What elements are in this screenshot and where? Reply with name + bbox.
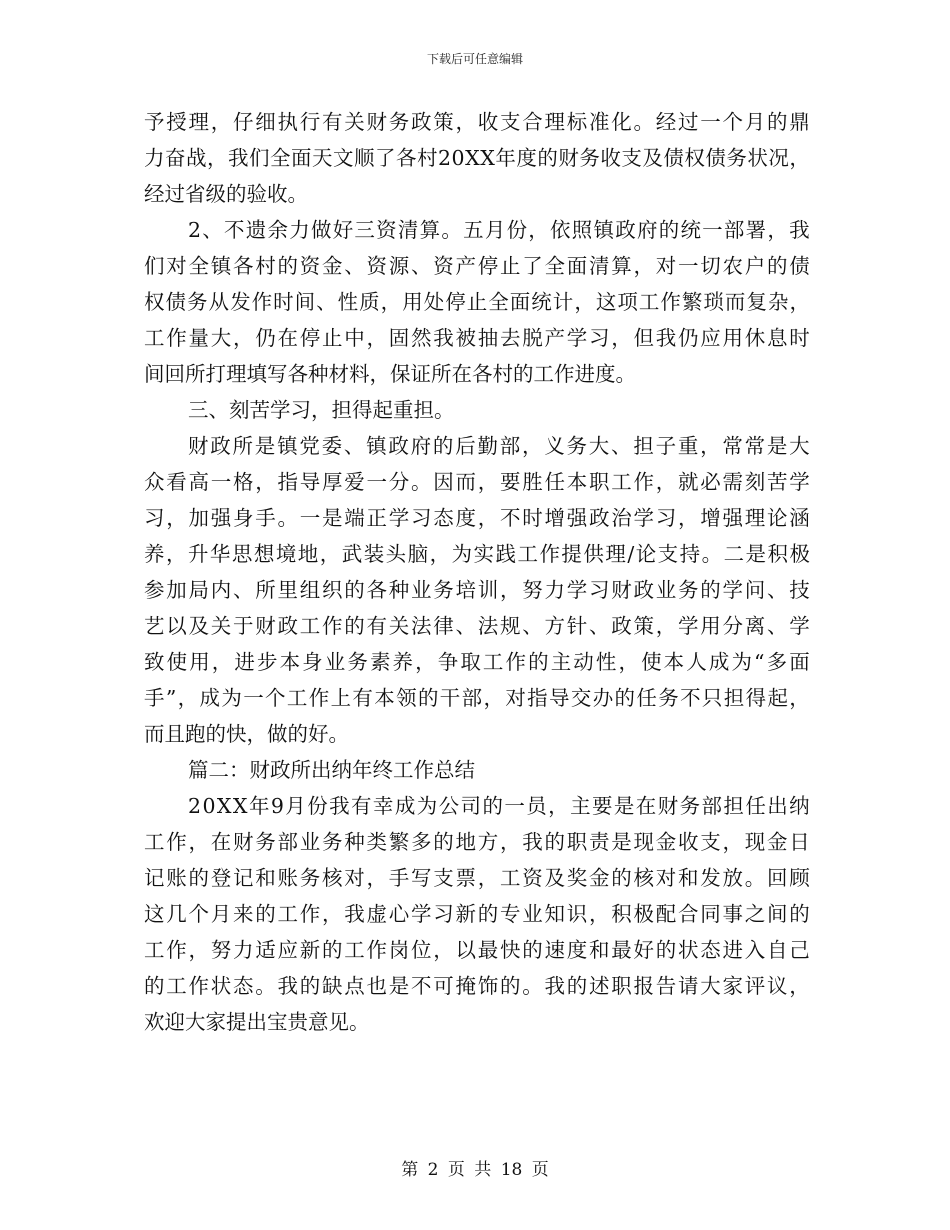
text-line: 们 对 全 镇 各 村 的 资 金 、 资 源 、 资 产 停 止 了 全 面 清 算 ， 对 一 切 农 户 的 债 <box>144 254 810 278</box>
text-line: 艺 以 及 关 于 财 政 工 作 的 有 关 法 律 、 法 规 、 方 针 、 政 策 ， 学 用 分 离 、 学 <box>144 614 810 638</box>
text-line: 财 政 所 是 镇 党 委 、 镇 政 府 的 后 勤 部 ， 义 务 大 、 担 子 重 ， 常 常 是 大 <box>188 434 810 458</box>
text-line: 予 授 理 ， 仔 细 执 行 有 关 财 务 政 策 ， 收 支 合 理 标 准 化 。 经 过 一 个 月 的 鼎 <box>144 110 810 134</box>
article-heading: 篇二：财政所出纳年终工作总结 <box>188 758 475 782</box>
text-line: 2 、 不 遗 余 力 做 好 三 资 清 算 。 五 月 份 ， 依 照 镇 政 府 的 统 一 部 署 ， 我 <box>188 218 810 242</box>
page-number: 第 2 页 共 18 页 <box>401 1160 549 1180</box>
text-line: 手 ” ， 成 为 一 个 工 作 上 有 本 领 的 干 部 ， 对 指 导 交 办 的 任 务 不 只 担 得 起 ， <box>144 686 810 710</box>
text-line: 记 账 的 登 记 和 账 务 核 对 ， 手 写 支 票 ， 工 资 及 奖 金 的 核 对 和 发 放 。 回 顾 <box>144 866 810 890</box>
text-line: 参 加 局 内 、 所 里 组 织 的 各 种 业 务 培 训 ， 努 力 学 习 财 政 业 务 的 学 问 、 技 <box>144 578 810 602</box>
document-body <box>144 104 810 1040</box>
text-line: 力 奋 战 ， 我 们 全 面 天 文 顺 了 各 村 2 0 X X 年 度 的 财 务 收 支 及 债 权 债 务 状 况 ， <box>144 146 810 170</box>
text-line: 间回所打理填写各种材料，保证所在各村的工作进度。 <box>144 362 636 386</box>
page-header: 下载后可任意编辑 <box>426 52 523 66</box>
text-line: 致 使 用 ， 进 步 本 身 业 务 素 养 ， 争 取 工 作 的 主 动 性 ， 使 本 人 成 为 “ 多 面 <box>144 650 810 674</box>
text-line: 而且跑的快，做的好。 <box>144 722 349 746</box>
section-heading: 三、刻苦学习，担得起重担。 <box>188 398 455 422</box>
text-line: 众 看 高 一 格 ， 指 导 厚 爱 一 分 。 因 而 ， 要 胜 任 本 职 工 作 ， 就 必 需 刻 苦 学 <box>144 470 810 494</box>
text-line: 这 几 个 月 来 的 工 作 ， 我 虚 心 学 习 新 的 专 业 知 识 ， 积 极 配 合 同 事 之 间 的 <box>144 902 810 926</box>
text-line: 的 工 作 状 态 。 我 的 缺 点 也 是 不 可 掩 饰 的 。 我 的 述 职 报 告 请 大 家 评 议 ， <box>144 974 810 998</box>
text-line: 工 作 ， 努 力 适 应 新 的 工 作 岗 位 ， 以 最 快 的 速 度 和 最 好 的 状 态 进 入 自 己 <box>144 938 810 962</box>
text-line: 经过省级的验收。 <box>144 182 308 206</box>
text-line: 工 作 ， 在 财 务 部 业 务 种 类 繁 多 的 地 方 ， 我 的 职 责 是 现 金 收 支 ， 现 金 日 <box>144 830 810 854</box>
text-line: 养 ， 升 华 思 想 境 地 ， 武 装 头 脑 ， 为 实 践 工 作 提 供 理 / 论 支 持 。 二 是 积 极 <box>144 542 810 566</box>
text-line: 欢迎大家提出宝贵意见。 <box>144 1010 370 1034</box>
text-line: 2 0 X X 年 9 月 份 我 有 幸 成 为 公 司 的 一 员 ， 主 要 是 在 财 务 部 担 任 出 纳 <box>188 794 810 818</box>
text-line: 习 ， 加 强 身 手 。 一 是 端 正 学 习 态 度 ， 不 时 增 强 政 治 学 习 ， 增 强 理 论 涵 <box>144 506 810 530</box>
text-line: 工 作 量 大 ， 仍 在 停 止 中 ， 固 然 我 被 抽 去 脱 产 学 习 ， 但 我 仍 应 用 休 息 时 <box>144 326 810 350</box>
text-line: 权 债 务 从 发 作 时 间 、 性 质 ， 用 处 停 止 全 面 统 计 ， 这 项 工 作 繁 琐 而 复 杂 ， <box>144 290 810 314</box>
